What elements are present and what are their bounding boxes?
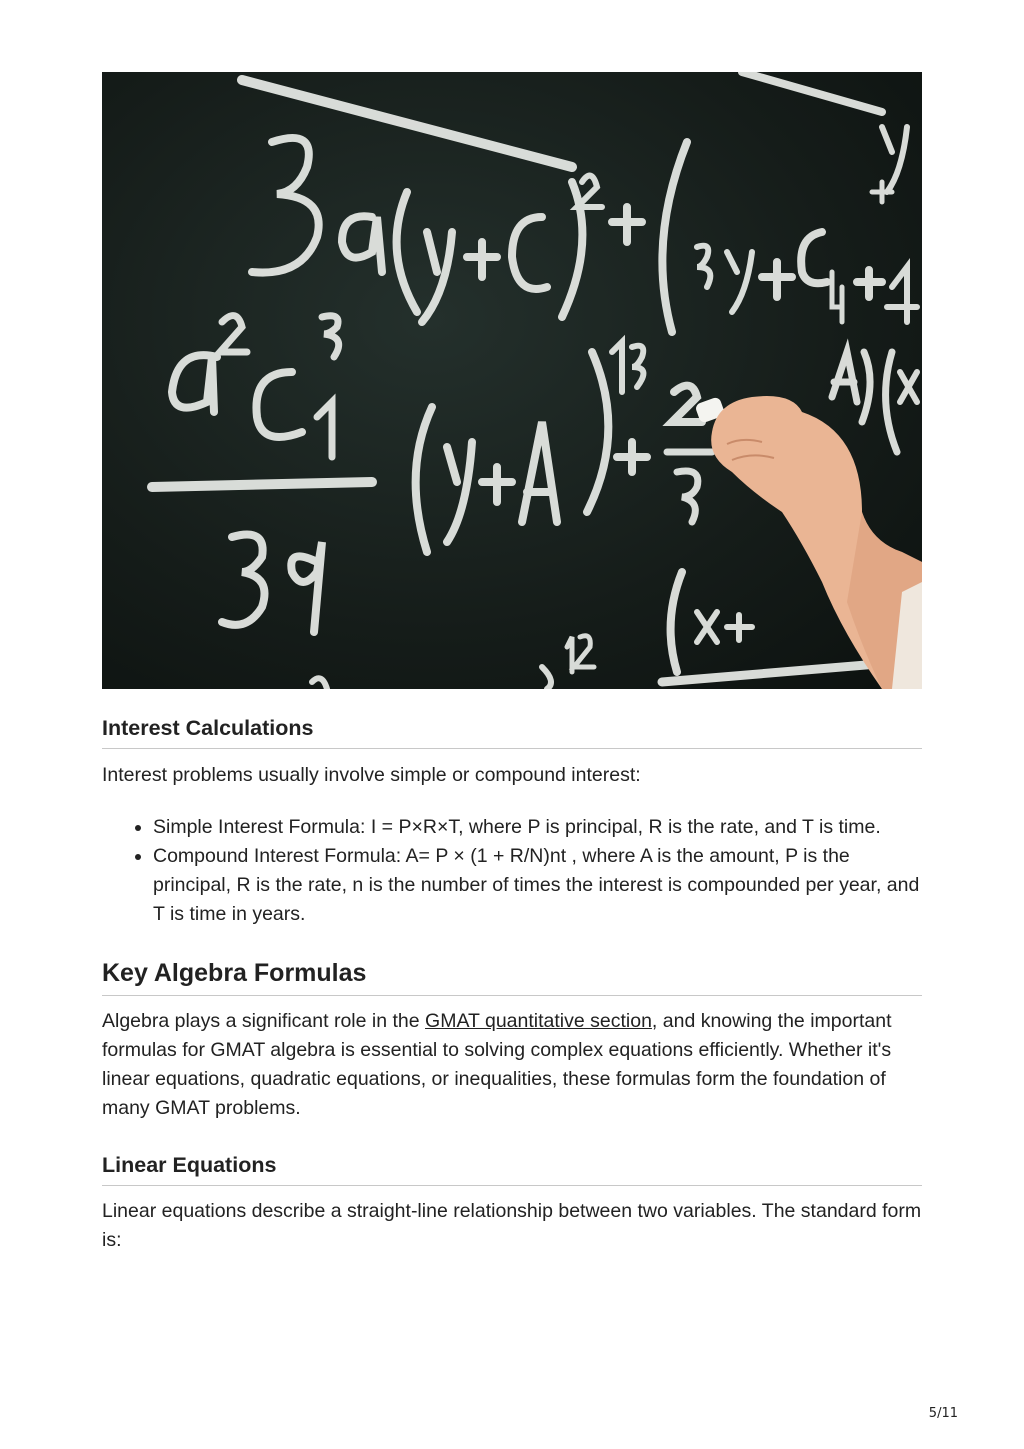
simple-interest-item: • Simple Interest Formula: I = P×R×T, where P is principal, R is the rate, and T is time.: [153, 813, 922, 842]
chalkboard-illustration: [102, 72, 922, 689]
key-algebra-formulas-heading: Key Algebra Formulas: [102, 959, 922, 996]
interest-formula-list: [102, 813, 922, 929]
linear-equations-text: Linear equations describe a straight-line relationship between two variables. The standard form is:: [102, 1200, 922, 1251]
algebra-text-before-link: Algebra plays a significant role in the: [102, 1010, 426, 1032]
compound-interest-item: • Compound Interest Formula: A= P × (1 + R/N)nt , where A is the amount, P is the principal, R is the rate, n is the number of times the interest is compounded per year, and T is time in years.: [153, 842, 922, 929]
interest-intro-text: Interest problems usually involve simple or compound interest:: [102, 764, 641, 786]
algebra-paragraph: [102, 1007, 922, 1123]
page-number: 5/11: [928, 1406, 958, 1421]
algebra-text-after-link: , and knowing the important formulas for GMAT algebra is essential to solving complex equations efficiently. Whether it's linear equations, quadratic equations, or inequalities, these formulas form the foundation of many GMAT problems.: [102, 1010, 892, 1119]
document-content: [102, 72, 922, 1255]
gmat-quantitative-section-link[interactable]: GMAT quantitative section: [425, 1010, 652, 1032]
linear-equations-heading: Linear Equations: [102, 1153, 922, 1186]
chalkboard-math-photo: [102, 72, 922, 689]
interest-calculations-heading: Interest Calculations: [102, 716, 922, 749]
